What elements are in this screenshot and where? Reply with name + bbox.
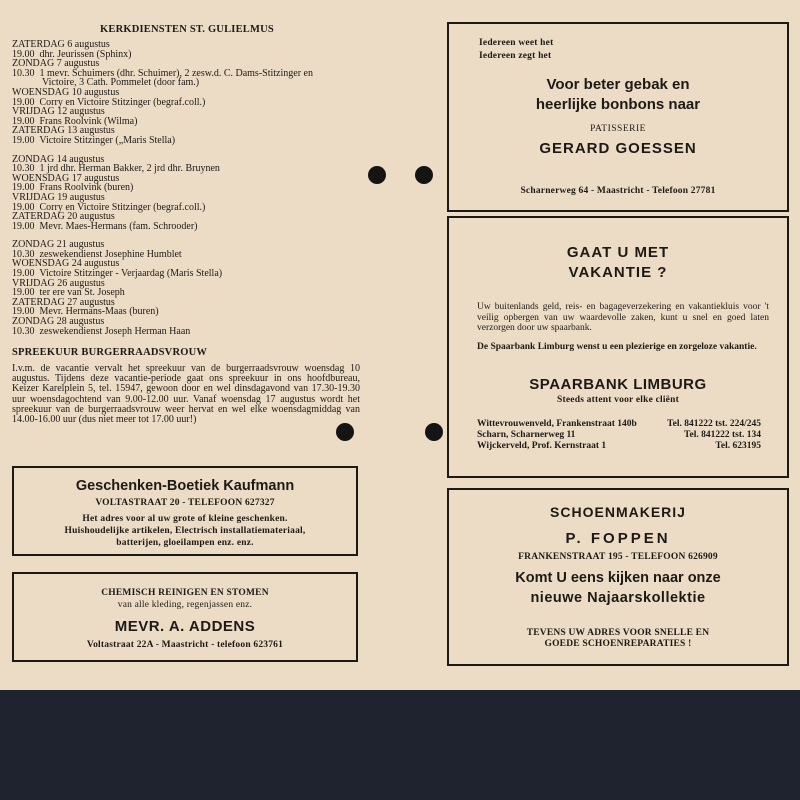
schedule-line: 10.30 1 mevr. Schuimers (dhr. Schuimer), 2 zesw.d. C. Dams-Stitzinger en <box>12 67 313 79</box>
schedule-line: 19.00 dhr. Jeurissen (Sphinx) <box>12 48 132 60</box>
schedule-line: VRIJDAG 19 augustus <box>12 191 105 203</box>
schedule-line: 19.00 Corry en Victoire Stitzinger (begraf.coll.) <box>12 201 206 213</box>
spreekuur-text: I.v.m. de vacantie vervalt het spreekuur van de burgerraadsvrouw woensdag 10 augustus. Tijdens deze vacantie-periode gaat ons spreekuur in ons hoofdbureau, Keizer Karelplein 5, tel. 15947, gewoon door en wel dinsdagavond van 17.30-19.30 uur woensdagochtend van 9.00-12.00 uur. Vanaf woensdag 17 augustus wordt het spreekuur van de burgerraadsvrouw weer hervat en wel elke woensdagmiddag van 14.00-16.00 uur (dus niet meer tot 17.00 uur!) <box>12 363 360 426</box>
branch-phone: Tel. 841222 tst. 224/245 <box>667 419 761 429</box>
schedule-line: 19.00 Victoire Stitzinger („Maris Stella) <box>12 134 176 146</box>
spaarbank-branches <box>477 419 761 452</box>
branch-row <box>477 430 761 441</box>
branch-phone: Tel. 623195 <box>715 441 761 451</box>
schedule-line: 19.00 Corry en Victoire Stitzinger (begraf.coll.) <box>12 96 206 108</box>
addens-name: MEVR. A. ADDENS <box>114 618 256 635</box>
schedule-line: 19.00 Mevr. Maes-Hermans (fam. Schrooder) <box>12 220 198 232</box>
ad-addens <box>12 572 358 662</box>
ad-goessen <box>447 22 789 212</box>
binder-hole-right-top <box>415 166 433 184</box>
addens-address: Voltastraat 22A - Maastricht - telefoon 623761 <box>86 640 284 650</box>
schedule-line: ZONDAG 21 augustus <box>12 239 105 251</box>
schedule-line: 10.30 zeswekendienst Joseph Herman Haan <box>12 325 191 337</box>
schedule-line: 19.00 ter ere van St. Joseph <box>12 287 125 299</box>
goessen-intro2: Iedereen zegt het <box>479 51 552 61</box>
addens-line1: CHEMISCH REINIGEN EN STOMEN <box>101 588 269 598</box>
branch-phone: Tel. 841222 tst. 134 <box>684 430 761 440</box>
branch-location: Scharn, Scharnerweg 11 <box>477 430 576 440</box>
schedule-line: 10.30 1 jrd dhr. Herman Bakker, 2 jrd dhr. Bruynen <box>12 163 220 175</box>
schedule-line: WOENSDAG 24 augustus <box>12 258 120 270</box>
kaufmann-line2: Huishoudelijke artikelen, Electrisch installatiemateriaal, <box>64 526 306 536</box>
dark-background <box>0 690 800 800</box>
binder-hole-left-bottom <box>336 423 354 441</box>
schedule-line: 19.00 Frans Roolvink (Wilma) <box>12 115 138 127</box>
schedule-line: Victoire, 3 Cath. Pommelet (door fam.) <box>42 77 200 89</box>
schedule-line: WOENSDAG 17 augustus <box>12 172 120 184</box>
schedule-line: VRIJDAG 26 augustus <box>12 277 105 289</box>
church-services-schedule <box>12 40 362 336</box>
ad-foppen <box>447 488 789 666</box>
goessen-address: Scharnerweg 64 - Maastricht - Telefoon 27781 <box>520 186 716 196</box>
spaarbank-text1: Uw buitenlands geld, reis- en bagageverzekering en vakantiekluis voor 't veilig opbergen van uw waardevolle zaken, kunt u snel en goed laten verzorgen door uw spaarbank. <box>477 302 769 333</box>
schedule-line: ZONDAG 28 augustus <box>12 316 105 328</box>
goessen-intro1: Iedereen weet het <box>479 38 554 48</box>
schedule-line: ZATERDAG 20 augustus <box>12 211 115 223</box>
goessen-slogan1: Voor beter gebak en <box>546 76 690 93</box>
kaufmann-line3: batterijen, gloeilampen enz. enz. <box>116 538 254 548</box>
spaarbank-head1: GAAT U MET <box>566 244 670 261</box>
foppen-slogan1: Komt U eens kijken naar onze <box>515 570 721 586</box>
ad-spaarbank <box>447 216 789 478</box>
schedule-line: 19.00 Frans Roolvink (buren) <box>12 182 134 194</box>
foppen-extra2: GOEDE SCHOENREPARATIES ! <box>544 639 692 649</box>
branch-location: Wittevrouwenveld, Frankenstraat 140b <box>477 419 637 429</box>
schedule-line: ZATERDAG 6 augustus <box>12 39 110 50</box>
foppen-name: P. FOPPEN <box>565 530 671 547</box>
schedule-line: ZATERDAG 13 augustus <box>12 125 115 137</box>
schedule-line: ZONDAG 7 augustus <box>12 58 100 70</box>
binder-hole-left-top <box>368 166 386 184</box>
binder-hole-right-bottom <box>425 423 443 441</box>
kaufmann-line1: Het adres voor al uw grote of kleine geschenken. <box>82 514 288 524</box>
spaarbank-tagline: Steeds attent voor elke cliënt <box>557 395 679 405</box>
spaarbank-name: SPAARBANK LIMBURG <box>529 376 707 393</box>
ad-kaufmann <box>12 466 358 556</box>
goessen-name: GERARD GOESSEN <box>539 140 697 157</box>
church-services-title: KERKDIENSTEN ST. GULIELMUS <box>100 24 274 35</box>
schedule-line: 10.30 zeswekendienst Josephine Humblet <box>12 248 182 260</box>
spaarbank-head2: VAKANTIE ? <box>568 264 668 281</box>
spaarbank-text2: De Spaarbank Limburg wenst u een plezierige en zorgeloze vakantie. <box>477 342 757 352</box>
foppen-address: FRANKENSTRAAT 195 - TELEFOON 626909 <box>518 552 718 562</box>
branch-row <box>477 441 761 452</box>
schedule-line: 19.00 Victoire Stitzinger - Verjaardag (Maris Stella) <box>12 268 223 280</box>
schedule-line: ZATERDAG 27 augustus <box>12 296 115 308</box>
schedule-line: ZONDAG 14 augustus <box>12 153 105 165</box>
kaufmann-name: Geschenken-Boetiek Kaufmann <box>75 478 295 494</box>
branch-row <box>477 419 761 430</box>
foppen-slogan2: nieuwe Najaarskollektie <box>530 590 706 606</box>
foppen-type: SCHOENMAKERIJ <box>550 504 686 520</box>
foppen-extra1: TEVENS UW ADRES VOOR SNELLE EN <box>526 628 710 638</box>
schedule-line: WOENSDAG 10 augustus <box>12 86 120 98</box>
goessen-type: PATISSERIE <box>590 124 646 134</box>
branch-location: Wijckerveld, Prof. Kernstraat 1 <box>477 441 607 451</box>
schedule-line: VRIJDAG 12 augustus <box>12 106 105 118</box>
spreekuur-title: SPREEKUUR BURGERRAADSVROUW <box>12 347 208 358</box>
schedule-line: 19.00 Mevr. Hermans-Maas (buren) <box>12 306 159 318</box>
goessen-slogan2: heerlijke bonbons naar <box>535 96 701 113</box>
addens-line2: van alle kleding, regenjassen enz. <box>117 600 253 610</box>
kaufmann-address: VOLTASTRAAT 20 - TELEFOON 627327 <box>95 498 275 508</box>
